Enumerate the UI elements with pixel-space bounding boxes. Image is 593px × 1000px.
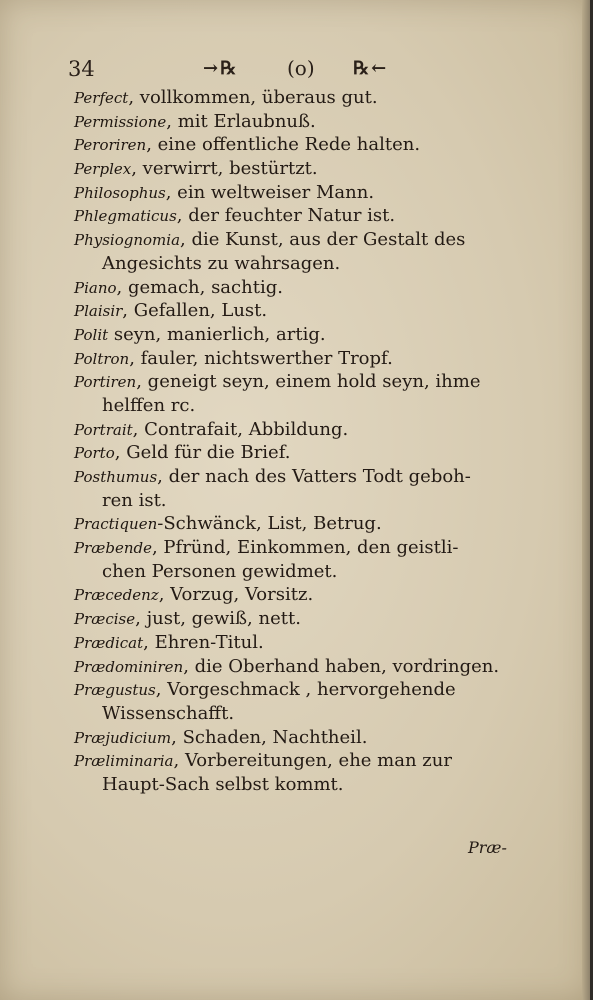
glossary-definition: , just, gewiß, nett. — [135, 608, 301, 630]
glossary-term: Prædominiren — [74, 657, 184, 676]
glossary-line — [74, 418, 544, 442]
glossary-definition: , mit Erlaubnuß. — [166, 110, 316, 132]
glossary-term: Physiognomia — [74, 231, 181, 250]
glossary-definition: Angesichts zu wahrsagen. — [102, 252, 341, 274]
glossary-line — [74, 678, 544, 702]
glossary-definition: , ein weltweiser Mann. — [165, 181, 375, 203]
glossary-line — [74, 394, 544, 418]
glossary-definition: , der feuchter Natur ist. — [176, 205, 396, 227]
glossary-definition: , Contrafait, Abbildung. — [132, 418, 349, 440]
glossary-line — [74, 323, 544, 347]
glossary-term: Poltron — [74, 349, 130, 368]
glossary-term: Plaisir — [74, 302, 123, 321]
glossary-definition: , die Kunst, aus der Gestalt des — [180, 229, 466, 251]
ornament-right: ℞← — [353, 58, 389, 79]
glossary-line — [74, 631, 544, 655]
glossary-definition: , geneigt seyn, einem hold seyn, ihme — [136, 371, 481, 393]
glossary-line — [74, 110, 544, 134]
glossary-entries — [74, 86, 544, 797]
glossary-definition: , Geld für die Brief. — [114, 442, 291, 464]
header-ornament — [203, 54, 468, 84]
glossary-definition: , eine offentliche Rede halten. — [146, 134, 421, 156]
glossary-definition: helffen rc. — [102, 394, 196, 416]
glossary-term: Præcedenz — [74, 586, 159, 605]
glossary-definition: , verwirrt, bestürtzt. — [131, 158, 318, 180]
glossary-definition: , Schaden, Nachtheil. — [171, 726, 368, 748]
glossary-definition: chen Personen gewidmet. — [102, 560, 338, 582]
glossary-term: Præcise — [74, 610, 136, 629]
glossary-term: Polit — [74, 325, 109, 344]
glossary-term: Portiren — [74, 373, 137, 392]
glossary-line — [74, 252, 544, 276]
glossary-definition: seyn, manierlich, artig. — [108, 323, 326, 345]
glossary-term: Philosophus — [74, 183, 166, 202]
ornament-center: (o) — [287, 56, 315, 80]
glossary-term: Piano — [74, 278, 117, 297]
glossary-definition: , Gefallen, Lust. — [122, 300, 268, 322]
glossary-line — [74, 583, 544, 607]
glossary-term: Practiquen — [74, 515, 158, 534]
glossary-definition: , fauler, nichtswerther Tropf. — [129, 347, 393, 369]
glossary-line — [74, 299, 544, 323]
glossary-definition: Haupt-Sach selbst kommt. — [102, 773, 344, 795]
glossary-line — [74, 536, 544, 560]
glossary-line — [74, 773, 544, 797]
glossary-term: Perplex — [74, 160, 132, 179]
glossary-term: Phlegmaticus — [74, 207, 177, 226]
glossary-definition: , gemach, sachtig. — [116, 276, 283, 298]
glossary-term: Præbende — [74, 539, 152, 558]
glossary-term: Permissione — [74, 112, 167, 131]
glossary-definition: , Vorbereitungen, ehe man zur — [173, 750, 452, 772]
glossary-term: Præliminaria — [74, 752, 174, 771]
glossary-line — [74, 465, 544, 489]
glossary-term: Posthumus — [74, 468, 158, 486]
glossary-term: Præjudicium — [74, 728, 172, 747]
glossary-line — [74, 560, 544, 584]
glossary-definition: , Pfründ, Einkommen, den geistli- — [151, 537, 459, 559]
glossary-line — [74, 181, 544, 205]
glossary-line — [74, 512, 544, 536]
glossary-term: Prægustus — [74, 681, 156, 700]
glossary-line — [74, 204, 544, 228]
glossary-term: Prædicat — [74, 633, 144, 652]
glossary-line — [74, 749, 544, 773]
glossary-line — [74, 228, 544, 252]
glossary-line — [74, 489, 544, 513]
catchword: Præ- — [468, 838, 507, 857]
glossary-definition: , die Oberhand haben, vordringen. — [183, 655, 500, 677]
glossary-line — [74, 726, 544, 750]
glossary-definition: , der nach des Vatters Todt geboh- — [157, 466, 471, 487]
page-number: 34 — [68, 57, 95, 81]
glossary-line — [74, 276, 544, 300]
glossary-line — [74, 157, 544, 181]
glossary-term: Peroriren — [74, 136, 147, 155]
glossary-line — [74, 702, 544, 726]
glossary-definition: ren ist. — [102, 489, 167, 511]
glossary-definition: , Vorzug, Vorsitz. — [158, 584, 314, 606]
glossary-definition: , vollkommen, überaus gut. — [128, 87, 378, 108]
ornament-left: →℞ — [203, 58, 239, 79]
glossary-term: Perfect — [74, 89, 129, 107]
glossary-line — [74, 133, 544, 157]
glossary-line — [74, 86, 544, 110]
glossary-line — [74, 655, 544, 679]
glossary-definition: Wissenschafft. — [102, 702, 235, 724]
glossary-term: Porto — [74, 444, 115, 463]
glossary-line — [74, 441, 544, 465]
glossary-line — [74, 607, 544, 631]
page-edge — [582, 0, 590, 1000]
glossary-term: Portrait — [74, 420, 133, 439]
glossary-definition: , Ehren-Titul. — [143, 631, 264, 653]
glossary-line — [74, 370, 544, 394]
glossary-definition: -Schwänck, List, Betrug. — [157, 513, 382, 535]
glossary-line — [74, 347, 544, 371]
page-header — [68, 54, 528, 84]
glossary-definition: , Vorgeschmack , hervorgehende — [155, 679, 456, 701]
